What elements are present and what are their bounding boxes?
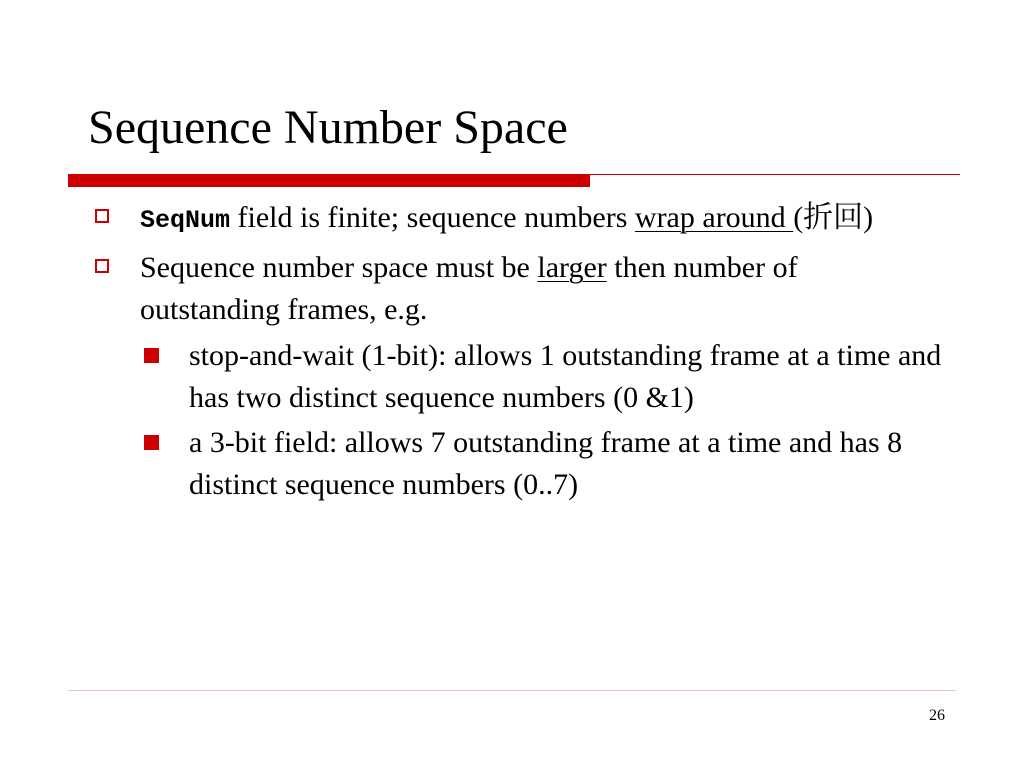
sub-bullet-text: a 3-bit field: allows 7 outstanding frame at a time and has 8 distinct sequence numbers (0..7) [189,426,903,501]
page-number: 26 [929,707,945,724]
bullet-text: (折回) [793,201,874,234]
bullet-item [92,197,942,242]
bullet-text: field is finite; sequence numbers [230,201,635,234]
slide-title: Sequence Number Space [88,101,568,154]
underlined-term: larger [537,251,607,284]
bullet-text: Sequence number space must be [140,251,538,284]
title-rule-thick [68,174,590,187]
hollow-square-bullet-icon [95,209,109,223]
bullet-text: then number of outstanding frames, e.g. [140,251,798,326]
sub-bullet-text: stop-and-wait (1-bit): allows 1 outstanding frame at a time and has two distinct sequence numbers (0 &1) [189,339,942,414]
hollow-square-bullet-icon [95,259,109,273]
bullet-item [92,247,942,331]
sub-bullet-item [92,422,942,506]
underlined-term: wrap around [634,201,794,234]
footer-rule [68,690,956,691]
solid-square-bullet-icon [144,348,159,363]
sub-bullet-item [92,335,942,419]
solid-square-bullet-icon [144,435,159,450]
title-rule-thin [590,174,960,175]
code-term: SeqNum [140,206,231,235]
bullet-list [92,197,942,506]
